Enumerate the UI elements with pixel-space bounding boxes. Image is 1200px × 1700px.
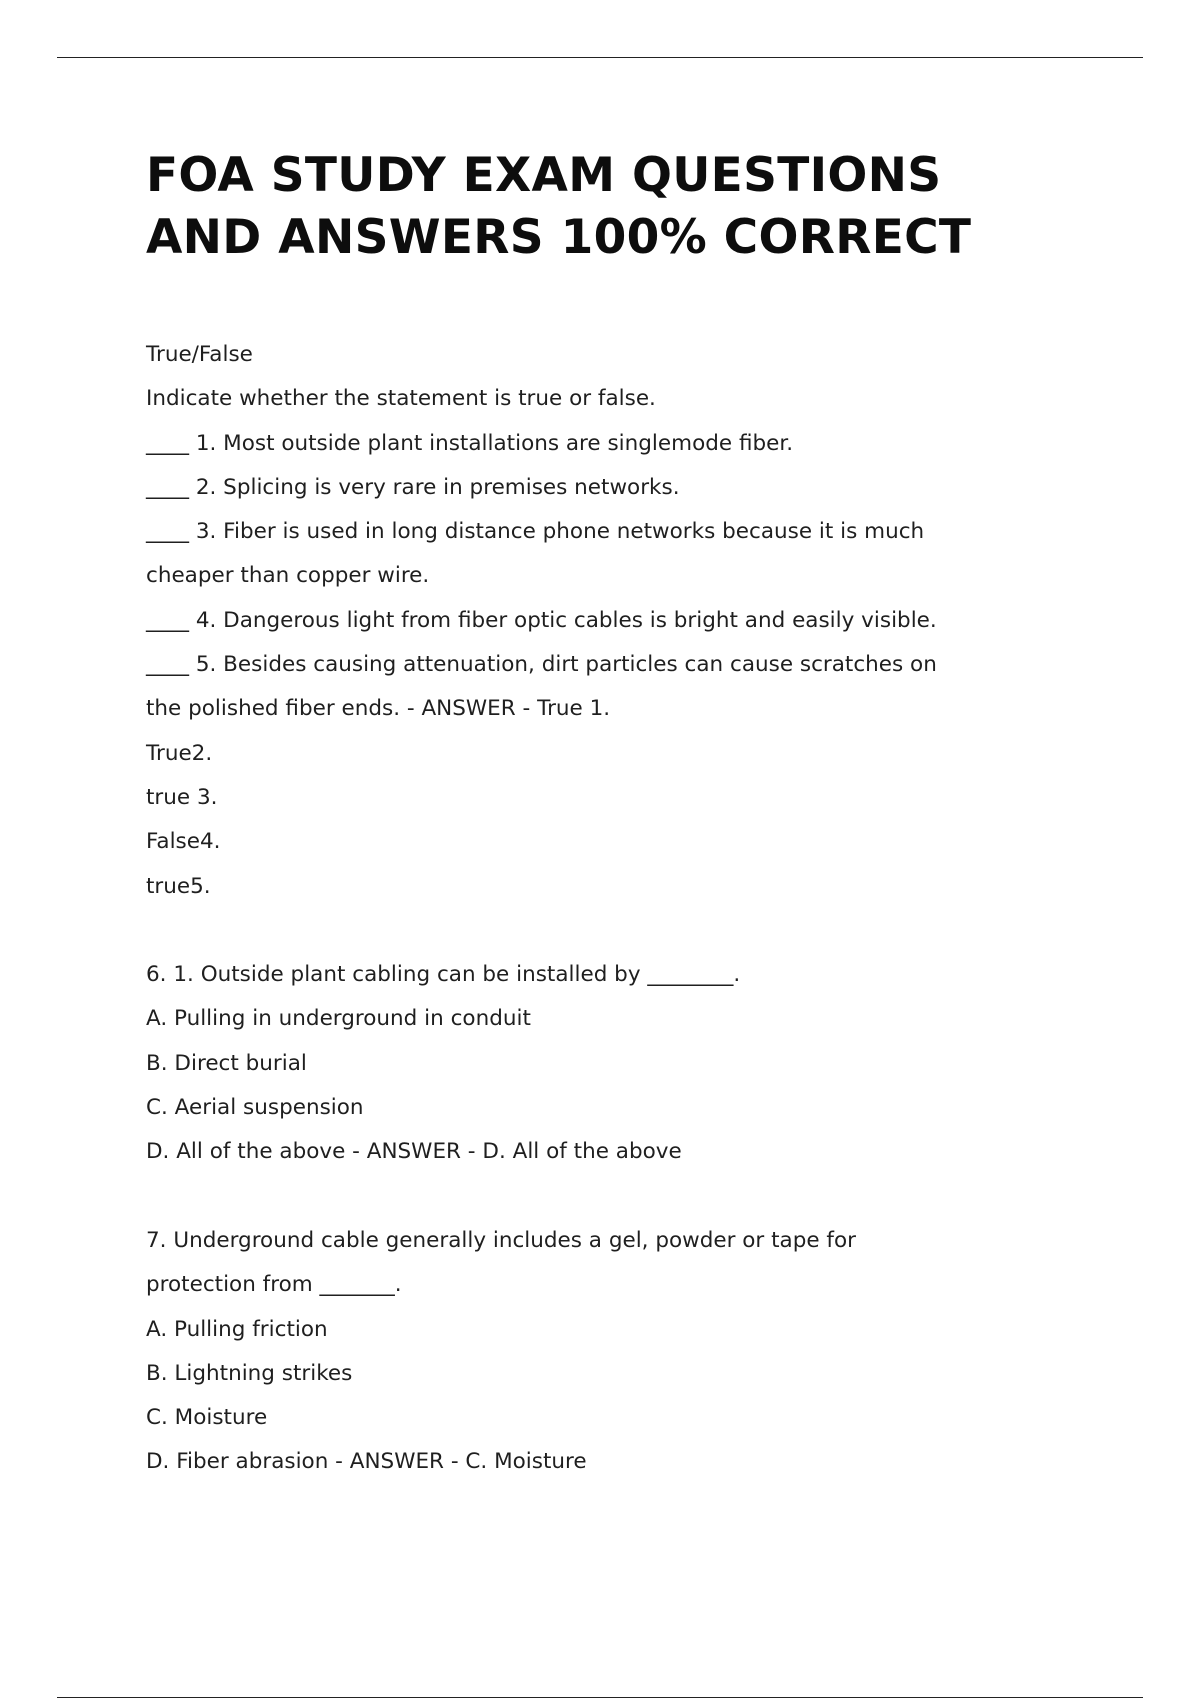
tf-question-1: ____ 1. Most outside plant installations are singlemode fiber. bbox=[146, 430, 794, 456]
question-7-prompt-continued: protection from _______. bbox=[146, 1272, 402, 1298]
question-7-prompt: 7. Underground cable generally includes a gel, powder or tape for bbox=[146, 1227, 856, 1253]
paragraph-gap bbox=[146, 909, 1086, 953]
question-6-option-d: D. All of the above - ANSWER - D. All of the above bbox=[146, 1139, 682, 1165]
tf-question-5: ____ 5. Besides causing attenuation, dirt particles can cause scratches on bbox=[146, 652, 937, 678]
document-body bbox=[146, 333, 1086, 1485]
paragraph-gap bbox=[146, 1175, 1086, 1219]
question-6-option-c: C. Aerial suspension bbox=[146, 1095, 364, 1121]
tf-answer-line-3: False4. bbox=[146, 829, 221, 855]
document-title bbox=[146, 145, 1086, 269]
tf-answer-line-1: True2. bbox=[146, 740, 213, 766]
tf-question-4: ____ 4. Dangerous light from fiber optic cables is bright and easily visible. bbox=[146, 607, 937, 633]
top-divider bbox=[57, 57, 1143, 58]
tf-question-5-continued: the polished fiber ends. - ANSWER - True 1. bbox=[146, 696, 611, 722]
title-line-1: FOA STUDY EXAM QUESTIONS bbox=[146, 148, 942, 203]
question-7-option-d: D. Fiber abrasion - ANSWER - C. Moisture bbox=[146, 1449, 587, 1475]
section-label: True/False bbox=[146, 342, 253, 367]
tf-question-3-continued: cheaper than copper wire. bbox=[146, 563, 430, 589]
tf-answer-line-2: true 3. bbox=[146, 784, 218, 810]
question-7-option-a: A. Pulling friction bbox=[146, 1316, 328, 1342]
tf-answer-line-4: true5. bbox=[146, 873, 211, 899]
document-page bbox=[146, 145, 1086, 1485]
bottom-divider bbox=[57, 1697, 1143, 1698]
instruction-text: Indicate whether the statement is true or false. bbox=[146, 386, 656, 412]
title-line-2: AND ANSWERS 100% CORRECT bbox=[146, 210, 972, 265]
tf-question-3: ____ 3. Fiber is used in long distance phone networks because it is much bbox=[146, 519, 925, 545]
question-6-prompt: 6. 1. Outside plant cabling can be installed by ________. bbox=[146, 962, 741, 988]
question-7-option-c: C. Moisture bbox=[146, 1405, 268, 1431]
question-6-option-b: B. Direct burial bbox=[146, 1050, 307, 1076]
question-6-option-a: A. Pulling in underground in conduit bbox=[146, 1006, 531, 1032]
question-7-option-b: B. Lightning strikes bbox=[146, 1360, 353, 1386]
tf-question-2: ____ 2. Splicing is very rare in premises networks. bbox=[146, 474, 680, 500]
